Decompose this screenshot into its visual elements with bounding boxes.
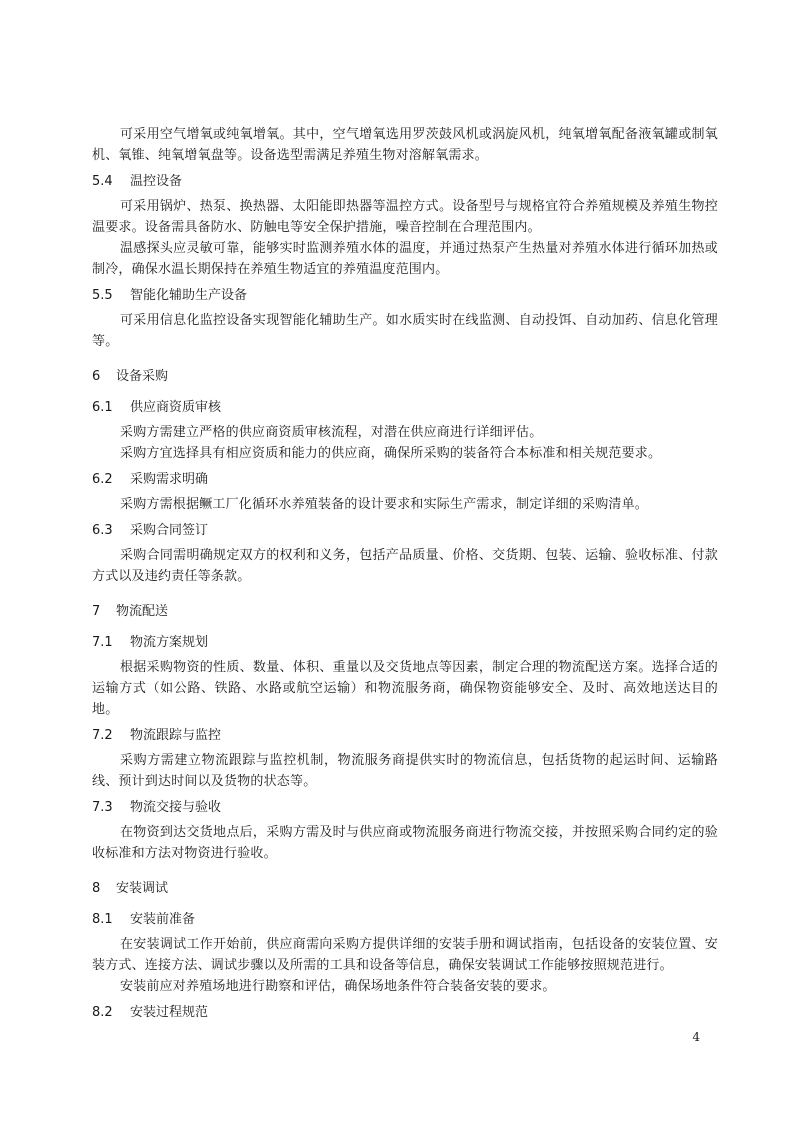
section-title: 供应商资质审核: [130, 400, 222, 415]
chapter-number: 8: [92, 881, 101, 896]
section-heading-7-2: [92, 725, 718, 746]
section-heading-5-5: [92, 285, 718, 306]
section-title: 物流跟踪与监控: [130, 728, 222, 743]
paragraph: 安装前应对养殖场地进行勘察和评估，确保场地条件符合装备安装的要求。: [120, 979, 556, 994]
section-title: 温控设备: [130, 174, 183, 189]
paragraph: 采购合同需明确规定双方的权利和义务，包括产品质量、价格、交货期、包装、运输、验收标准、付款方式以及违约责任等条款。: [92, 548, 718, 584]
section-title: 物流交接与验收: [130, 800, 222, 815]
chapter-title: 物流配送: [116, 604, 169, 619]
section-title: 安装过程规范: [130, 1005, 209, 1020]
section-title: 采购合同签订: [130, 523, 209, 538]
section-heading-6-2: [92, 469, 718, 490]
section-heading-5-4: [92, 171, 718, 192]
paragraph: 采购方需建立物流跟踪与监控机制，物流服务商提供实时的物流信息，包括货物的起运时间、运输路线、预计到达时间以及货物的状态等。: [92, 753, 718, 789]
chapter-heading-7: [92, 601, 718, 622]
section-heading-6-3: [92, 520, 718, 541]
section-number: 6.1: [92, 400, 113, 415]
chapter-heading-8: [92, 878, 718, 899]
section-number: 7.3: [92, 800, 113, 815]
section-heading-7-1: [92, 632, 718, 653]
section-heading-8-2: [92, 1002, 718, 1023]
paragraph: 可采用锅炉、热泵、换热器、太阳能即热器等温控方式。设备型号与规格宜符合养殖规模及养殖生物控温要求。设备需具备防水、防触电等安全保护措施，噪音控制在合理范围内。: [92, 199, 718, 235]
section-number: 5.5: [92, 288, 113, 303]
paragraph: 可采用信息化监控设备实现智能化辅助生产。如水质实时在线监测、自动投饵、自动加药、信息化管理等。: [92, 313, 718, 349]
paragraph: 在安装调试工作开始前，供应商需向采购方提供详细的安装手册和调试指南，包括设备的安装位置、安装方式、连接方法、调试步骤以及所需的工具和设备等信息，确保安装调试工作能够按照规范进行。: [92, 937, 718, 973]
paragraph: 温感探头应灵敏可靠，能够实时监测养殖水体的温度，并通过热泵产生热量对养殖水体进行循环加热或制冷，确保水温长期保持在养殖生物适宜的养殖温度范围内。: [92, 241, 718, 277]
paragraph: 可采用空气增氧或纯氧增氧。其中，空气增氧选用罗茨鼓风机或涡旋风机，纯氧增氧配备液氧罐或制氧机、氧锥、纯氧增氧盘等。设备选型需满足养殖生物对溶解氧需求。: [92, 127, 718, 163]
paragraph: 采购方需根据鳜工厂化循环水养殖装备的设计要求和实际生产需求，制定详细的采购清单。: [120, 497, 649, 512]
chapter-heading-6: [92, 366, 718, 387]
section-number: 7.1: [92, 635, 113, 650]
section-title: 智能化辅助生产设备: [130, 288, 248, 303]
section-number: 6.3: [92, 523, 113, 538]
paragraph: 采购方需建立严格的供应商资质审核流程，对潜在供应商进行详细评估。: [120, 425, 543, 440]
document-body: [92, 124, 718, 1027]
paragraph: 根据采购物资的性质、数量、体积、重量以及交货地点等因素，制定合理的物流配送方案。选择合适的运输方式（如公路、铁路、水路或航空运输）和物流服务商，确保物资能够安全、及时、高效地送达目的地。: [92, 660, 718, 717]
section-heading-6-1: [92, 397, 718, 418]
section-number: 7.2: [92, 728, 113, 743]
chapter-title: 设备采购: [116, 369, 169, 384]
section-title: 物流方案规划: [130, 635, 209, 650]
section-number: 8.2: [92, 1005, 113, 1020]
section-number: 5.4: [92, 174, 113, 189]
paragraph: 在物资到达交货地点后，采购方需及时与供应商或物流服务商进行物流交接，并按照采购合同约定的验收标准和方法对物资进行验收。: [92, 825, 718, 861]
chapter-title: 安装调试: [116, 881, 169, 896]
section-heading-7-3: [92, 797, 718, 818]
page-number: 4: [692, 1030, 700, 1044]
chapter-number: 6: [92, 369, 101, 384]
section-title: 采购需求明确: [130, 472, 209, 487]
chapter-number: 7: [92, 604, 101, 619]
section-title: 安装前准备: [130, 912, 196, 927]
section-heading-8-1: [92, 909, 718, 930]
section-number: 6.2: [92, 472, 113, 487]
section-number: 8.1: [92, 912, 113, 927]
paragraph: 采购方宜选择具有相应资质和能力的供应商，确保所采购的装备符合本标准和相关规范要求。: [120, 446, 662, 461]
